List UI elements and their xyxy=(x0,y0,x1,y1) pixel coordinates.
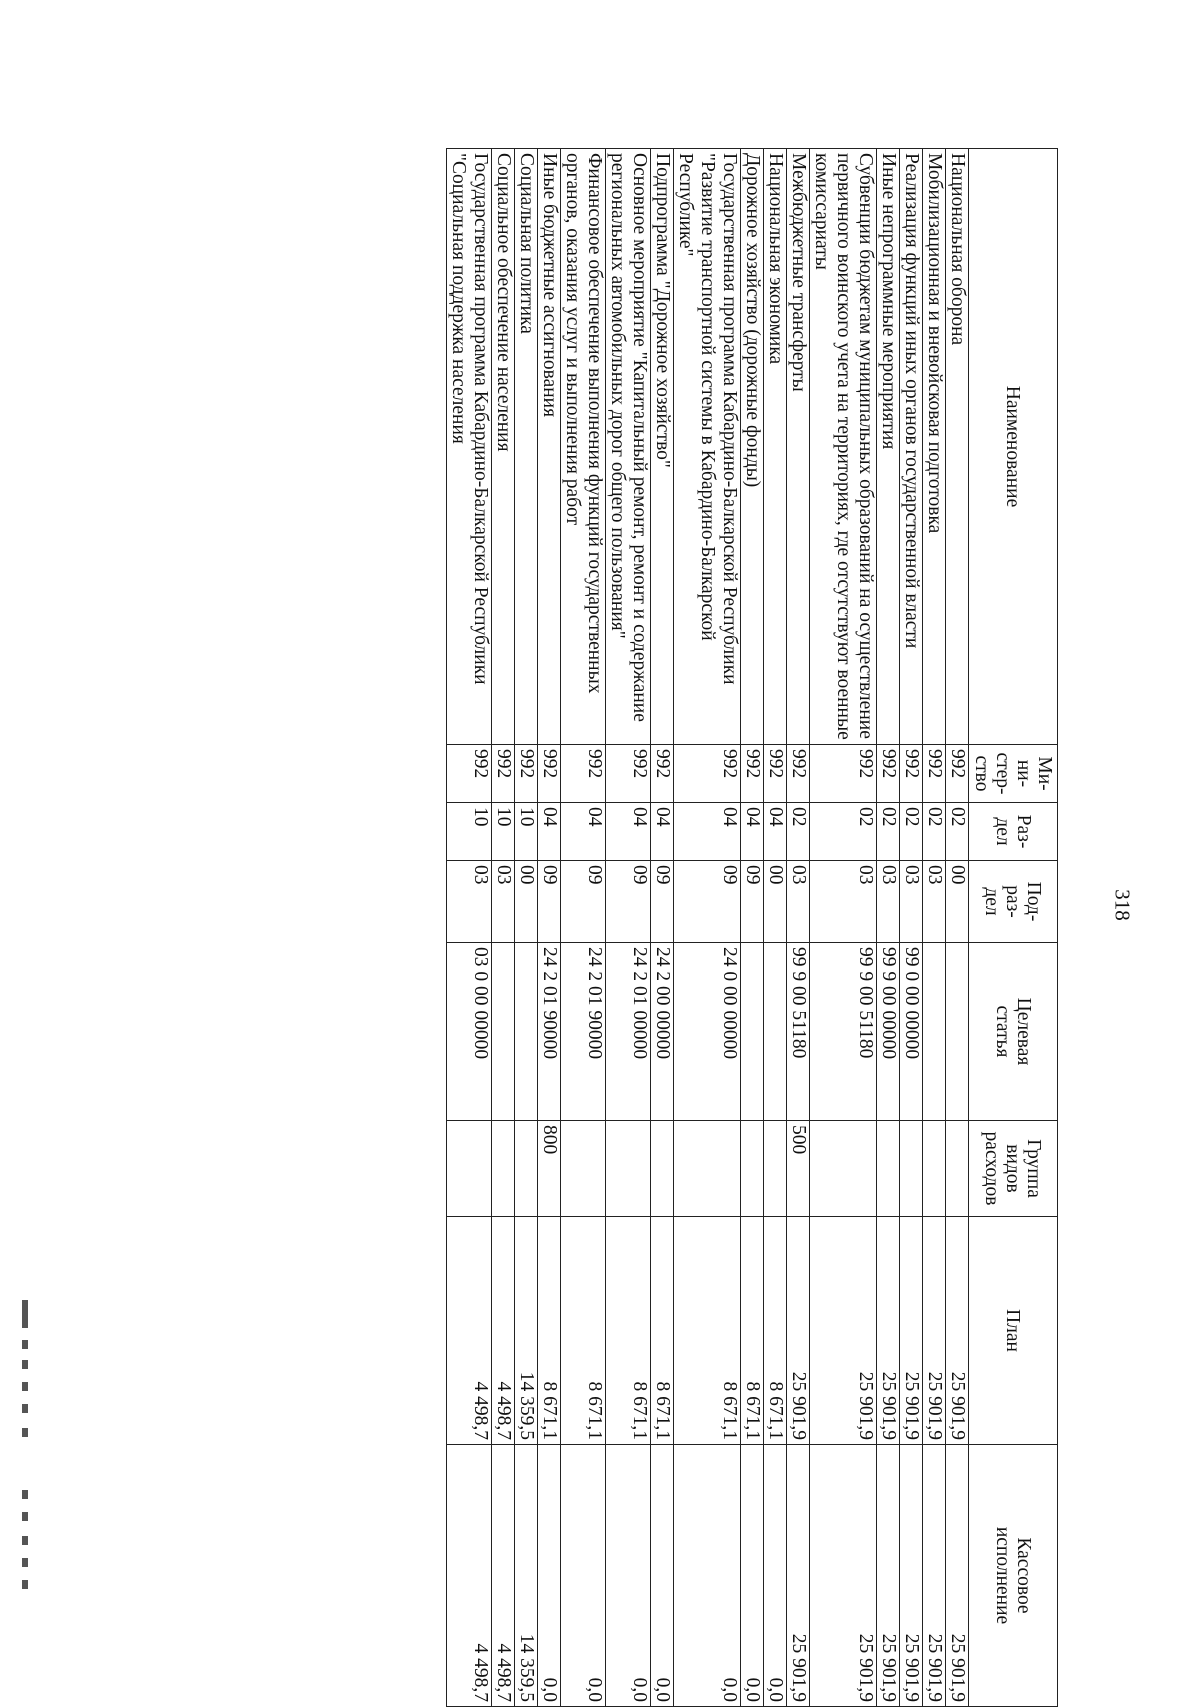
header-expense-group: Группа видов расходов xyxy=(969,1121,1058,1217)
cell-section: 02 xyxy=(877,803,900,861)
cell-subsection: 09 xyxy=(674,861,741,943)
cell-ministry: 992 xyxy=(674,745,741,803)
table-row xyxy=(741,149,764,1707)
cell-execution: 25 901,9 xyxy=(946,1445,969,1707)
cell-name: Социальная политика xyxy=(515,149,538,745)
cell-execution: 25 901,9 xyxy=(810,1445,877,1707)
cell-expense-group xyxy=(764,1121,787,1217)
cell-target xyxy=(492,943,515,1121)
cell-name: Национальная оборона xyxy=(946,149,969,745)
cell-execution: 0,0 xyxy=(538,1445,561,1707)
cell-target xyxy=(515,943,538,1121)
header-execution: Кассовое исполнение xyxy=(969,1445,1058,1707)
cell-expense-group xyxy=(492,1121,515,1217)
cell-ministry: 992 xyxy=(492,745,515,803)
header-name: Наименование xyxy=(969,149,1058,745)
cell-subsection: 09 xyxy=(606,861,651,943)
cell-name: Мобилизационная и вневойсковая подготовка xyxy=(923,149,946,745)
header-section: Раз- дел xyxy=(969,803,1058,861)
cell-ministry: 992 xyxy=(741,745,764,803)
cell-execution: 25 901,9 xyxy=(877,1445,900,1707)
cell-target: 99 9 00 51180 xyxy=(787,943,810,1121)
cell-expense-group xyxy=(674,1121,741,1217)
cell-expense-group xyxy=(447,1121,492,1217)
cell-target: 99 9 00 51180 xyxy=(810,943,877,1121)
cell-target: 03 0 00 00000 xyxy=(447,943,492,1121)
table-row xyxy=(492,149,515,1707)
cell-expense-group xyxy=(561,1121,606,1217)
cell-section: 04 xyxy=(741,803,764,861)
table-row xyxy=(651,149,674,1707)
cell-execution: 0,0 xyxy=(606,1445,651,1707)
cell-plan: 25 901,9 xyxy=(787,1217,810,1445)
cell-ministry: 992 xyxy=(606,745,651,803)
cell-expense-group xyxy=(900,1121,923,1217)
header-plan: План xyxy=(969,1217,1058,1445)
cell-expense-group xyxy=(877,1121,900,1217)
cell-ministry: 992 xyxy=(946,745,969,803)
cell-section: 02 xyxy=(900,803,923,861)
cell-section: 04 xyxy=(561,803,606,861)
table-row xyxy=(538,149,561,1707)
cell-subsection: 09 xyxy=(741,861,764,943)
cell-plan: 14 359,5 xyxy=(515,1217,538,1445)
cell-name: Субвенции бюджетам муниципальных образований на осуществление первичного воинского учета на территориях, где отсутствуют военные комиссариаты xyxy=(810,149,877,745)
cell-ministry: 992 xyxy=(923,745,946,803)
cell-execution: 4 498,7 xyxy=(492,1445,515,1707)
table-row xyxy=(787,149,810,1707)
cell-plan: 8 671,1 xyxy=(538,1217,561,1445)
cell-ministry: 992 xyxy=(787,745,810,803)
cell-section: 02 xyxy=(787,803,810,861)
cell-target: 24 2 00 00000 xyxy=(651,943,674,1121)
cell-expense-group: 800 xyxy=(538,1121,561,1217)
cell-target: 24 2 01 90000 xyxy=(561,943,606,1121)
cell-target: 24 0 00 00000 xyxy=(674,943,741,1121)
cell-plan: 4 498,7 xyxy=(447,1217,492,1445)
table-row xyxy=(561,149,606,1707)
cell-execution: 25 901,9 xyxy=(923,1445,946,1707)
cell-plan: 8 671,1 xyxy=(606,1217,651,1445)
cell-expense-group xyxy=(741,1121,764,1217)
table-row xyxy=(877,149,900,1707)
cell-section: 04 xyxy=(674,803,741,861)
cell-section: 04 xyxy=(606,803,651,861)
table-row xyxy=(674,149,741,1707)
cell-ministry: 992 xyxy=(810,745,877,803)
cell-execution: 14 359,5 xyxy=(515,1445,538,1707)
cell-execution: 0,0 xyxy=(561,1445,606,1707)
cell-subsection: 03 xyxy=(900,861,923,943)
cell-section: 04 xyxy=(538,803,561,861)
cell-name: Подпрограмма "Дорожное хозяйство" xyxy=(651,149,674,745)
cell-subsection: 09 xyxy=(561,861,606,943)
cell-execution: 0,0 xyxy=(674,1445,741,1707)
cell-ministry: 992 xyxy=(900,745,923,803)
cell-name: Социальное обеспечение населения xyxy=(492,149,515,745)
cell-expense-group: 500 xyxy=(787,1121,810,1217)
cell-expense-group xyxy=(651,1121,674,1217)
cell-ministry: 992 xyxy=(877,745,900,803)
cell-target: 24 2 01 90000 xyxy=(538,943,561,1121)
cell-name: Межбюджетные трансферты xyxy=(787,149,810,745)
cell-subsection: 03 xyxy=(787,861,810,943)
cell-target: 99 0 00 00000 xyxy=(900,943,923,1121)
scan-artifact-marks xyxy=(8,1300,48,1650)
cell-plan: 25 901,9 xyxy=(877,1217,900,1445)
cell-plan: 8 671,1 xyxy=(674,1217,741,1445)
table-row xyxy=(900,149,923,1707)
cell-expense-group xyxy=(946,1121,969,1217)
cell-execution: 0,0 xyxy=(651,1445,674,1707)
budget-table xyxy=(446,148,1058,1707)
cell-target xyxy=(946,943,969,1121)
cell-plan: 4 498,7 xyxy=(492,1217,515,1445)
cell-plan: 25 901,9 xyxy=(900,1217,923,1445)
cell-execution: 0,0 xyxy=(764,1445,787,1707)
cell-target: 99 9 00 00000 xyxy=(877,943,900,1121)
cell-ministry: 992 xyxy=(515,745,538,803)
cell-ministry: 992 xyxy=(561,745,606,803)
header-target: Целевая статья xyxy=(969,943,1058,1121)
cell-expense-group xyxy=(515,1121,538,1217)
cell-name: Основное мероприятие "Капитальный ремонт, ремонт и содержание региональных автомобильных дорог общего пользования" xyxy=(606,149,651,745)
table-row xyxy=(447,149,492,1707)
cell-section: 10 xyxy=(515,803,538,861)
cell-section: 02 xyxy=(923,803,946,861)
table-row xyxy=(810,149,877,1707)
cell-section: 02 xyxy=(810,803,877,861)
cell-target xyxy=(923,943,946,1121)
cell-name: Национальная экономика xyxy=(764,149,787,745)
cell-ministry: 992 xyxy=(538,745,561,803)
cell-subsection: 03 xyxy=(810,861,877,943)
cell-name: Финансовое обеспечение выполнения функций государственных органов, оказания услуг и выполнения работ xyxy=(561,149,606,745)
cell-section: 10 xyxy=(492,803,515,861)
table-row xyxy=(923,149,946,1707)
table-row xyxy=(764,149,787,1707)
cell-target: 24 2 01 00000 xyxy=(606,943,651,1121)
cell-name: Дорожное хозяйство (дорожные фонды) xyxy=(741,149,764,745)
cell-execution: 4 498,7 xyxy=(447,1445,492,1707)
cell-section: 04 xyxy=(764,803,787,861)
cell-subsection: 09 xyxy=(651,861,674,943)
cell-ministry: 992 xyxy=(764,745,787,803)
cell-subsection: 03 xyxy=(492,861,515,943)
cell-subsection: 03 xyxy=(877,861,900,943)
cell-subsection: 09 xyxy=(538,861,561,943)
cell-target xyxy=(741,943,764,1121)
cell-section: 04 xyxy=(651,803,674,861)
cell-ministry: 992 xyxy=(447,745,492,803)
table-row xyxy=(606,149,651,1707)
cell-plan: 8 671,1 xyxy=(651,1217,674,1445)
cell-name: Государственная программа Кабардино-Балкарской Республики "Развитие транспортной системы в Кабардино-Балкарской Республике" xyxy=(674,149,741,745)
cell-plan: 8 671,1 xyxy=(764,1217,787,1445)
cell-section: 10 xyxy=(447,803,492,861)
rotated-page-content xyxy=(446,148,1058,1706)
cell-subsection: 00 xyxy=(764,861,787,943)
cell-plan: 25 901,9 xyxy=(810,1217,877,1445)
cell-subsection: 03 xyxy=(447,861,492,943)
cell-name: Иные непрограммные мероприятия xyxy=(877,149,900,745)
cell-name: Реализация функций иных органов государственной власти xyxy=(900,149,923,745)
cell-subsection: 00 xyxy=(946,861,969,943)
cell-plan: 25 901,9 xyxy=(923,1217,946,1445)
cell-ministry: 992 xyxy=(651,745,674,803)
cell-target xyxy=(764,943,787,1121)
cell-execution: 25 901,9 xyxy=(900,1445,923,1707)
cell-plan: 8 671,1 xyxy=(561,1217,606,1445)
cell-section: 02 xyxy=(946,803,969,861)
cell-subsection: 03 xyxy=(923,861,946,943)
header-subsection: Под- раз- дел xyxy=(969,861,1058,943)
table-row xyxy=(946,149,969,1707)
table-row xyxy=(515,149,538,1707)
header-ministry: Ми- ни- стер- ство xyxy=(969,745,1058,803)
cell-plan: 8 671,1 xyxy=(741,1217,764,1445)
cell-name: Государственная программа Кабардино-Балкарской Республики "Социальная поддержка населения xyxy=(447,149,492,745)
cell-expense-group xyxy=(923,1121,946,1217)
cell-name: Иные бюджетные ассигнования xyxy=(538,149,561,745)
cell-plan: 25 901,9 xyxy=(946,1217,969,1445)
table-header-row xyxy=(969,149,1058,1707)
cell-execution: 0,0 xyxy=(741,1445,764,1707)
cell-execution: 25 901,9 xyxy=(787,1445,810,1707)
page-number: 318 xyxy=(1110,889,1135,921)
cell-expense-group xyxy=(810,1121,877,1217)
cell-subsection: 00 xyxy=(515,861,538,943)
cell-expense-group xyxy=(606,1121,651,1217)
